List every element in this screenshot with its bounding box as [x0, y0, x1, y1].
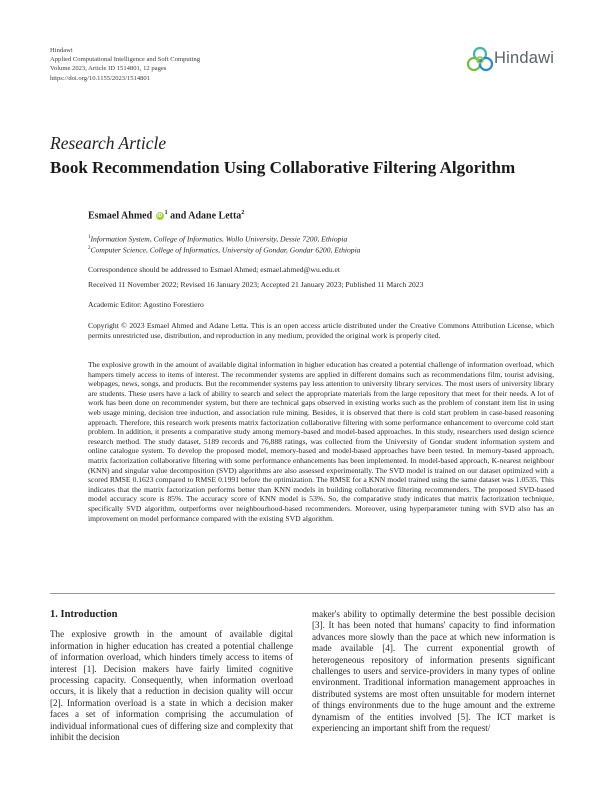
author-connector: and — [167, 210, 189, 222]
column-right — [312, 609, 555, 734]
volume-info: Volume 2023, Article ID 1514801, 12 pages — [50, 65, 167, 73]
affiliation-1-text: Information System, College of Informatics, Wollo University, Dessie 7200, Ethiopia — [90, 234, 348, 244]
logo-text: Hindawi — [494, 49, 555, 67]
publication-dates: Received 11 November 2022; Revised 16 January 2023; Accepted 21 January 2023; Published 11 March 2023 — [88, 280, 424, 289]
publisher-name: Hindawi — [50, 47, 73, 54]
journal-meta — [50, 46, 200, 83]
article-type: Research Article — [50, 133, 167, 153]
journal-name: Applied Computational Intelligence and Soft Computing — [50, 56, 200, 64]
correspondence: Correspondence should be addressed to Esmael Ahmed; esmael.ahmed@wu.edu.et — [88, 265, 341, 274]
hindawi-logo — [466, 46, 556, 80]
affiliation-2-mark: 2 — [88, 246, 91, 252]
section-divider — [50, 593, 555, 594]
author-1-affil: 1 — [164, 210, 168, 216]
affiliation-1-mark: 1 — [88, 235, 91, 240]
affiliation-2-text: Computer Science, College of Informatics, University of Gondar, Gondar 6200, Ethiopia — [90, 245, 361, 255]
affiliations — [88, 233, 554, 255]
column-left — [50, 609, 293, 743]
academic-editor: Academic Editor: Agostino Forestiero — [88, 300, 204, 309]
orcid-icon[interactable]: iD — [157, 213, 163, 220]
copyright-notice: Copyright © 2023 Esmael Ahmed and Adane Letta. This is an open access article distributed under the Creative Commons Attribution License, which permits unrestricted use, distribution, and reproduction in any medium, provided the original work is properly cited. — [88, 321, 554, 340]
author-2-affil: 2 — [241, 210, 245, 216]
affiliation-2 — [88, 244, 554, 255]
hindawi-logo-icon — [466, 46, 494, 74]
author-line — [88, 210, 244, 221]
intro-text-left: The explosive growth in the amount of available digital information in higher education has created a potential challenge of information overload, which hinders timely access to items of interest [1]. Decision makers have fairly limited cognitive processing capacity. Consequently, when information overload occurs, it is likely that a reduction in decision quality will occur [2]. Information overload is a state in which a decision maker faces a set of information comprising the accumulation of individual informational cues of differing size and complexity that inhibit the decision — [50, 629, 293, 743]
intro-text-right: maker's ability to optimally determine the best possible decision [3]. It has been noted that humans' capacity to find information advances more slowly than the pace at which new information is made available [4]. The current exponential growth of heterogeneous repository of information presents significant challenges to users and service-providers in many types of online environment. Traditional information management approaches in distributed systems are most often unsuitable for modern internet of things environments due to the huge amount and the extreme dynamism of the entities involved [5]. The ICT market is experiencing an important shift from the request/ — [312, 609, 555, 734]
doi-link[interactable]: https://doi.org/10.1155/2023/1514801 — [50, 74, 151, 82]
abstract: The explosive growth in the amount of available digital information in higher education has created a potential challenge of information overload, which hampers timely access to items of interest. The recommender systems are applied in different domains such as recommendations film, tourist advising, webpages, news, songs, and products. But the recommender systems pay less attention to university library services. The most users of university library are students. These users have a lack of ability to search and select the appropriate materials from the large repository that meet for their needs. A lot of work has been done on recommender system, but there are technical gaps observed in existing works such as the problem of constant item list in using web usage mining, decision tree induction, and association rule mining. Besides, it is observed that there is cold start problem in case-based reasoning approach. Therefore, this research work presents matrix factorization collaborative filtering with some performance enhancement to overcome cold start problem. In addition, it presents a comparative study among memory-based and model-based approaches. In this study, researchers used design science research method. The study dataset, 5189 records and 76,888 ratings, was collected from the University of Gondar student information system and online catalogue system. To develop the proposed model, memory-based and model-based approaches have been tested. In memory-based approach, matrix factorization collaborative filtering with some performance enhancements has been implemented. In model-based approach, K-nearest neighbour (KNN) and singular value decomposition (SVD) algorithms are also assessed experimentally. The SVD model is trained on our dataset optimized with a scored RMSE 0.1623 compared to RMSE 0.1991 before the optimization. The RMSE for a KNN model trained using the same dataset was 1.0535. This indicates that the matrix factorization performs better than KNN models in building collaborative filtering recommenders. The proposed SVD-based model accuracy score is 85%. The accuracy score of KNN model is 53%. So, the comparative study indicates that matrix factorization technique, specifically SVD algorithm, outperforms over neighbourhood-based recommenders. Moreover, using hyperparameter tuning with SVD also has an improvement on model performance compared with the existing SVD algorithm. — [88, 360, 554, 523]
paper-title: Book Recommendation Using Collaborative Filtering Algorithm — [50, 158, 516, 177]
author-2: Adane Letta — [188, 210, 242, 222]
section-heading: 1. Introduction — [50, 609, 118, 620]
affiliation-1 — [88, 233, 554, 244]
author-1: Esmael Ahmed — [88, 210, 153, 222]
